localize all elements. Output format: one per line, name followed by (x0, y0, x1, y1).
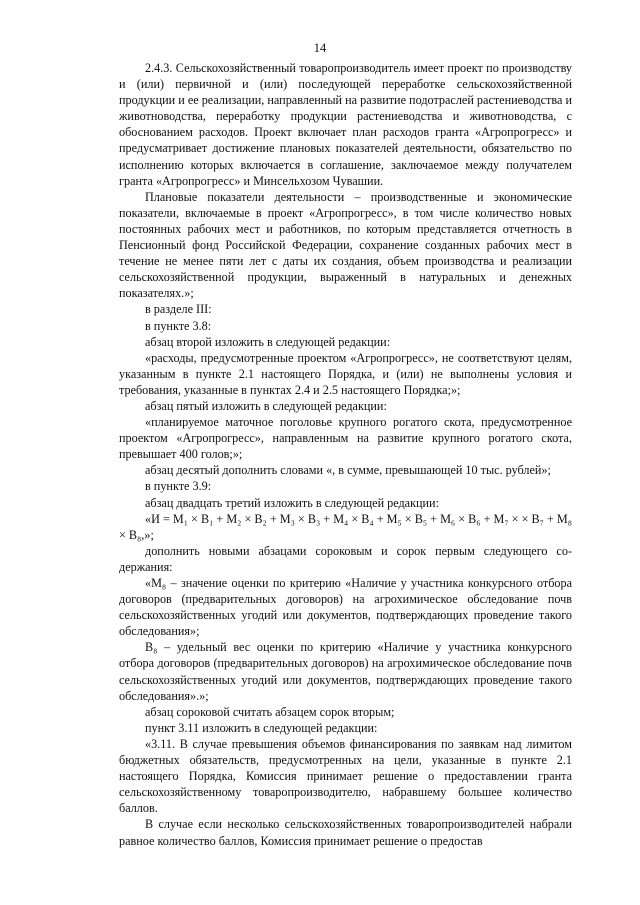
paragraph-2-4-3: 2.4.3. Сельскохозяйственный товаропроизводитель имеет проект по производству и (или) первичной и (или) последующей переработке сельскохозяйственной продукции и ее реализации, направленный на развитие подотраслей растениеводства и животноводства, переработку продукции растениеводства и животноводства, с обоснованием расходов. Проект включает план расходов гранта «Агропрогресс» и предусматривает достижение плановых показателей деятельности, обязательство по исполнению которых включается в соглашение, заключаемое между получателем гранта «Агропрогресс» и Минсельхозом Чувашии. (119, 61, 572, 188)
paragraph-b8: В₈ – удельный вес оценки по критерию «Наличие у участника конкурсного отбора договоров (предварительных договоров) на агрохимическое обследование почв сельскохозяйственных угодий или документов, подтверждающих проведение такого обследования».»; (119, 640, 572, 703)
paragraph-abzac-5: абзац пятый изложить в следующей редакции: (145, 398, 387, 413)
paragraph-m8: «М₈ – значение оценки по критерию «Наличие у участника конкурсного отбора договоров (предварительных договоров) на агрохимическое обследование почв сельскохозяйственных угодий или документов, подтверждающих проведение такого обследования»; (119, 576, 572, 639)
paragraph-abzac-10: абзац десятый дополнить словами «, в сумме, превышающей 10 тыс. рублей»; (145, 463, 551, 478)
paragraph-item-3-11: пункт 3.11 изложить в следующей редакции: (145, 720, 378, 735)
paragraph-item-3-8: в пункте 3.8: (145, 318, 212, 333)
paragraph-formula: «И = М₁ × В₁ + М₂ × В₂ + М₃ × В₃ + М₄ × В₄ + М₅ × В₅ + М₆ × В₆ + М₇ × × В₇ + М₈ × В₈,»; (119, 511, 572, 542)
paragraph-abzac-2: абзац второй изложить в следующей редакции: (145, 334, 391, 349)
paragraph-livestock: «планируемое маточное поголовье крупного рогатого скота, предусмотренное проектом «Агропрогресс», направленным на развитие крупного рогатого скота, превышает 400 голов;»; (119, 415, 572, 462)
paragraph-abzac-40: абзац сороковой считать абзацем сорок вторым; (145, 704, 395, 719)
paragraph-section-3: в разделе III: (145, 302, 212, 317)
paragraph-expenses: «расходы, предусмотренные проектом «Агропрогресс», не соответствуют целям, указанным в пункте 2.1 настоящего Порядка, и (или) не выполнены условия и требования, указанные в пунктах 2.4 и 2.5 настоящего Порядка;»; (119, 350, 572, 397)
paragraph-equal-points: В случае если несколько сельскохозяйственных товаропроизводителей набрали равное количество баллов, Комиссия принимает решение о предостав (119, 817, 572, 848)
page-number: 14 (313, 41, 327, 55)
paragraph-planned-indicators: Плановые показатели деятельности – производственные и экономические показатели, включаемые в проект «Агропрогресс», в том числе количество новых постоянных рабочих мест и работников, по которым представляется отчетность в Пенсионный фонд Российской Федерации, сохранение созданных рабочих мест в течение не менее пяти лет с даты их создания, объем производства и реализации сельскохозяйственной продукции, выраженный в натуральных и денежных показателях.»; (119, 189, 572, 301)
paragraph-item-3-9: в пункте 3.9: (145, 479, 212, 494)
document-body (119, 60, 572, 849)
paragraph-abzac-23: абзац двадцать третий изложить в следующей редакции: (145, 495, 439, 510)
paragraph-3-11-text: «3.11. В случае превышения объемов финансирования по заявкам над лимитом бюджетных обязательств, предусмотренных на цели, указанные в пункте 2.1 настоящего Порядка, Комиссия принимает решение о предоставлении гранта сельскохозяйственному товаропроизводителю, набравшему большее количество баллов. (119, 736, 572, 816)
paragraph-new-abzacs: дополнить новыми абзацами сороковым и сорок первым следующего содержания: (119, 543, 572, 574)
